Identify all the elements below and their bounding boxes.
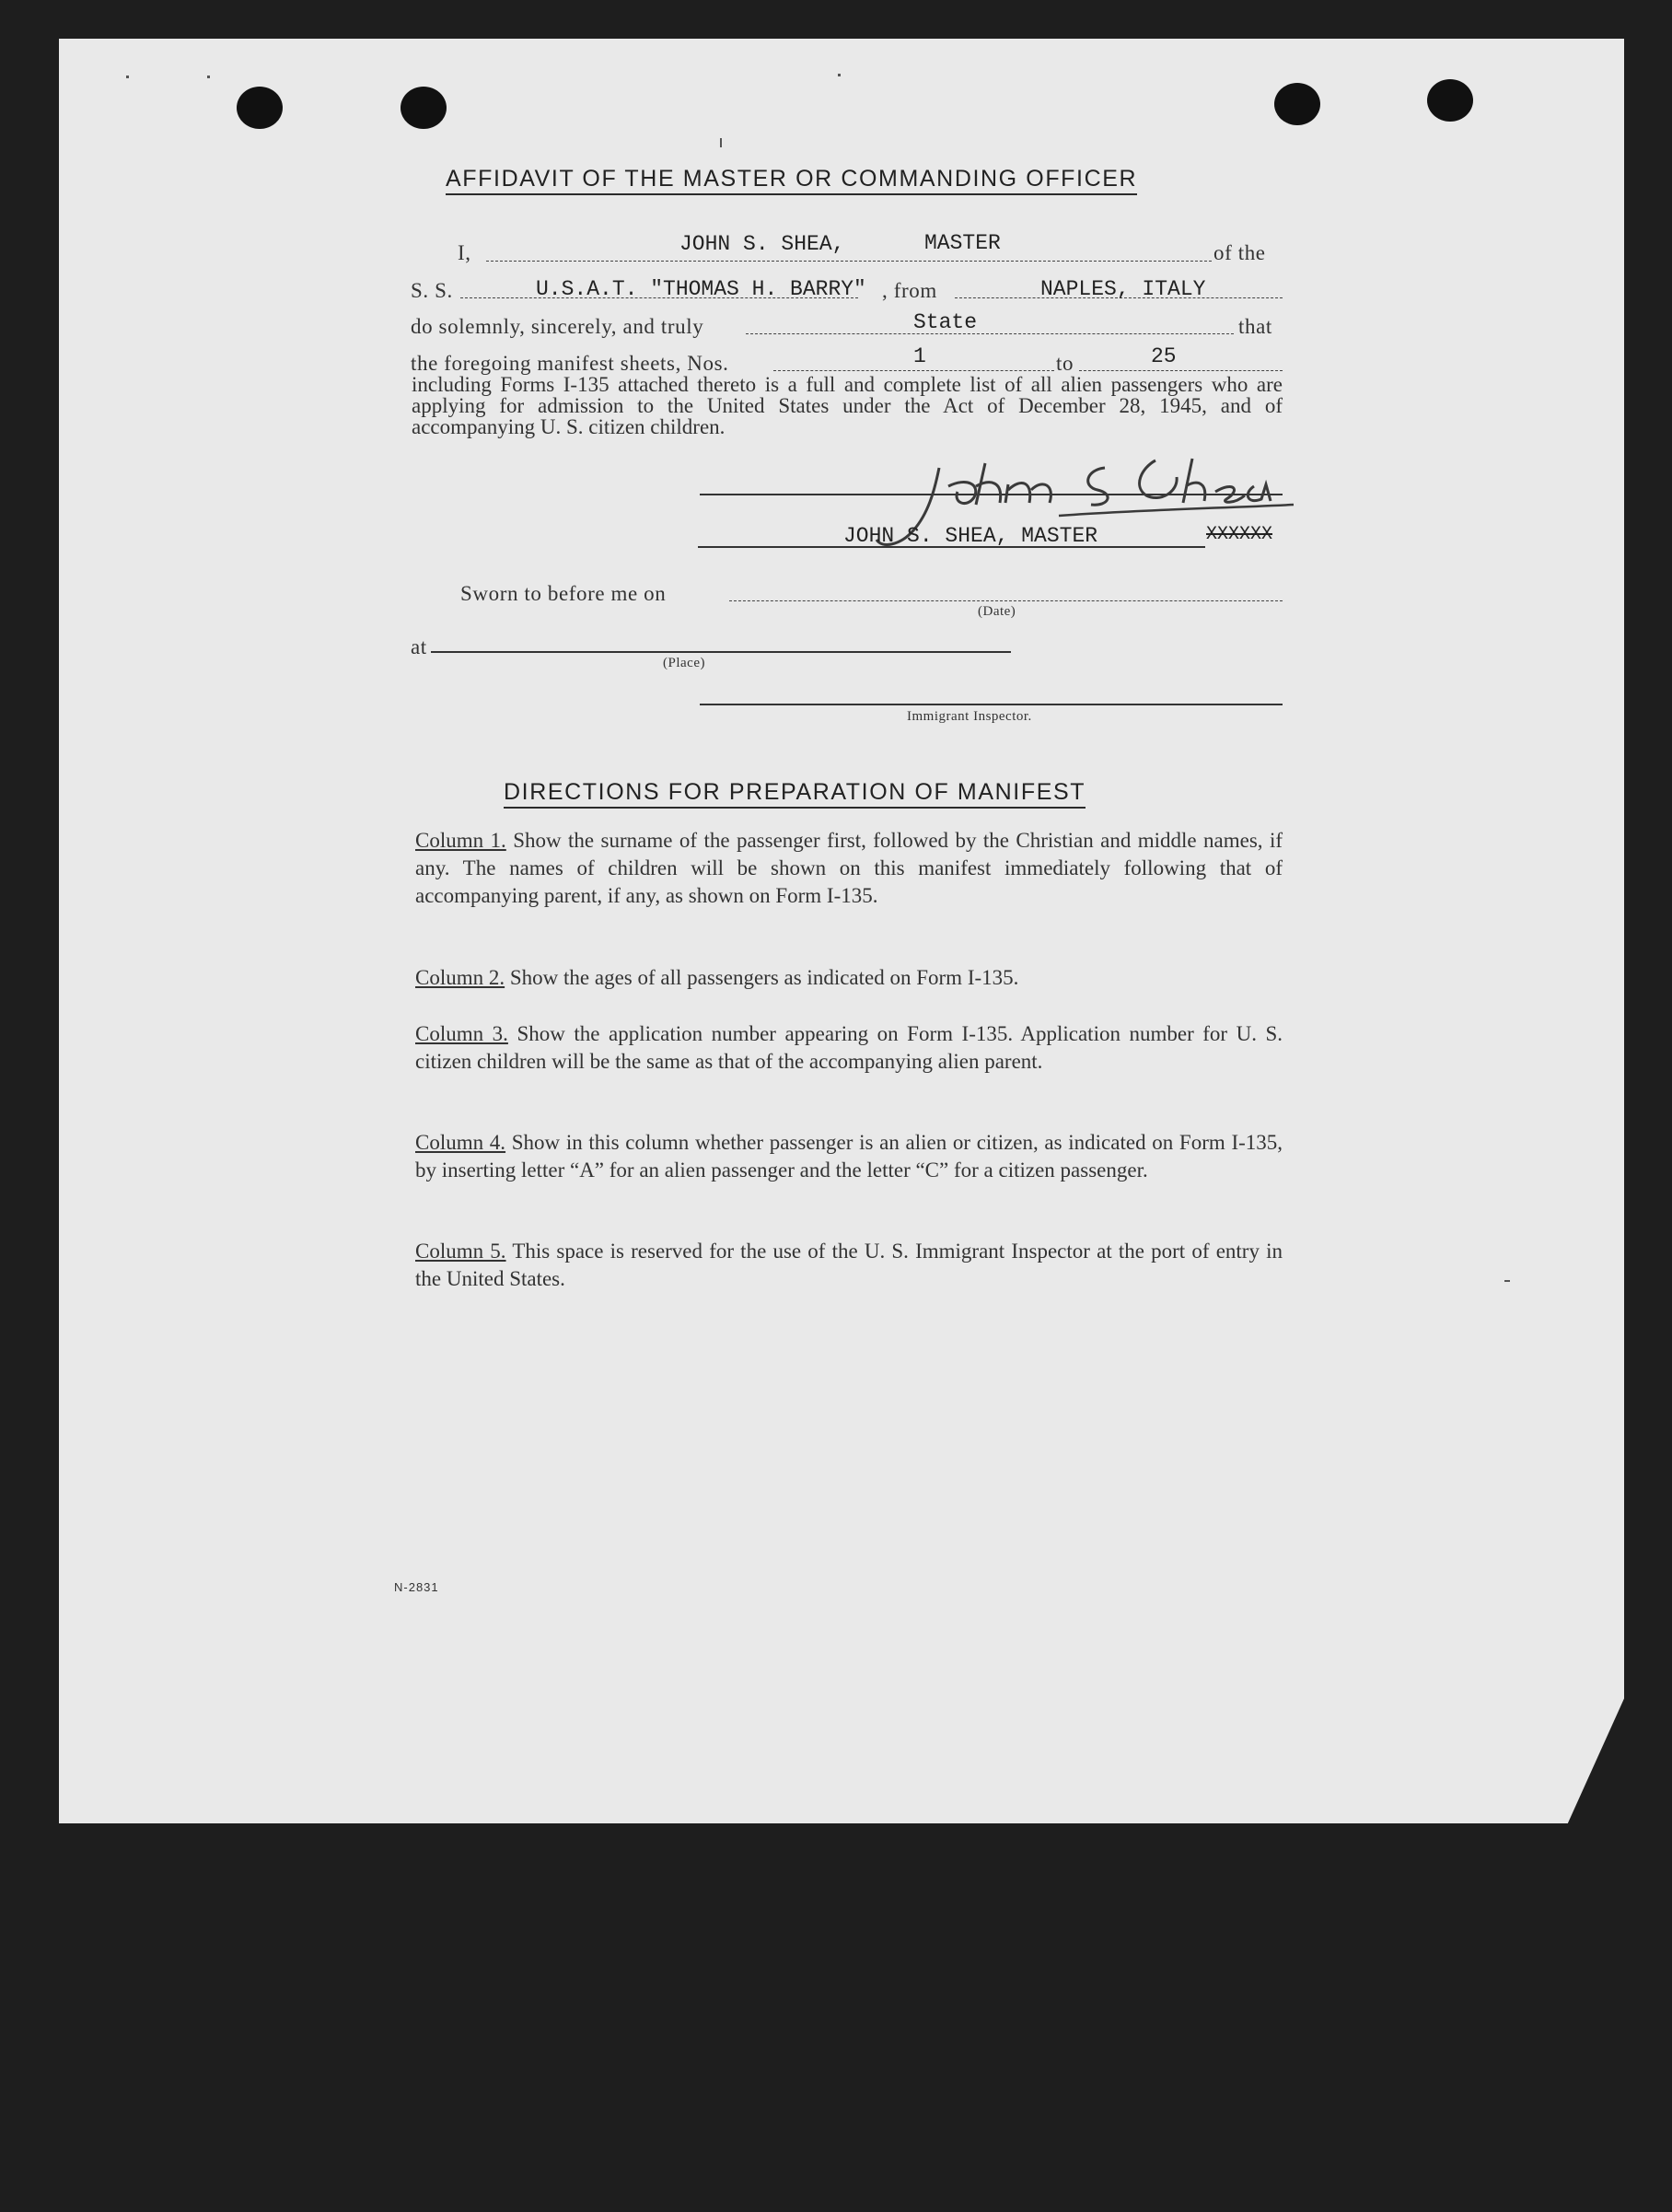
to-label: to [1056, 352, 1074, 375]
i-label: I, [458, 241, 471, 264]
nos-to-field: 25 [1151, 344, 1177, 368]
scan-speck [838, 74, 841, 76]
direction-column-4 [415, 1129, 1283, 1184]
place-caption: (Place) [663, 656, 705, 670]
direction-column-2 [415, 964, 1283, 992]
scan-speck [1504, 1280, 1510, 1282]
document-page [59, 39, 1624, 1823]
typed-signature: JOHN S. SHEA, MASTER [843, 524, 1098, 548]
inspector-caption: Immigrant Inspector. [907, 709, 1032, 724]
solemnly-label: do solemnly, sincerely, and truly [411, 315, 704, 338]
state-field: State [913, 310, 978, 334]
direction-column-1 [415, 827, 1283, 910]
scan-speck [207, 76, 210, 78]
state-line [746, 333, 1234, 334]
punch-hole [1427, 79, 1473, 122]
rank-field: MASTER [924, 231, 1001, 255]
vessel-field: U.S.A.T. "THOMAS H. BARRY" [536, 277, 866, 301]
at-label: at [411, 635, 427, 658]
column-1-label: Column 1. [415, 829, 506, 852]
affidavit-body: including Forms I-135 attached thereto is a full and complete list of all alien passengers who are applying for admission to the United States under the Act of December 28, 1945, and of accompanying U. S. citizen children. [412, 373, 1283, 438]
column-3-label: Column 3. [415, 1022, 508, 1045]
ss-label: S. S. [411, 279, 453, 302]
date-line [729, 600, 1283, 601]
directions-title: DIRECTIONS FOR PREPARATION OF MANIFEST [504, 779, 1086, 809]
handwritten-signature [829, 449, 1298, 574]
sworn-label: Sworn to before me on [460, 582, 667, 605]
punch-hole [1274, 83, 1320, 125]
column-4-label: Column 4. [415, 1131, 506, 1154]
column-5-text: This space is reserved for the use of the U. S. Immigrant Inspector at the port of entry in the United States. [415, 1240, 1283, 1290]
column-2-text: Show the ages of all passengers as indicated on Form I-135. [509, 966, 1019, 989]
column-1-text: Show the surname of the passenger first, followed by the Christian and middle names, if any. The names of children will be shown on this manifest immediately following that of accompanying parent, if any, as shown on Form I-135. [415, 829, 1283, 907]
form-number: N-2831 [394, 1580, 439, 1594]
column-2-label: Column 2. [415, 966, 505, 989]
scan-speck [126, 76, 129, 78]
direction-column-3 [415, 1020, 1283, 1076]
direction-column-5 [415, 1238, 1283, 1293]
that-label: that [1238, 315, 1272, 338]
column-3-text: Show the application number appearing on Form I-135. Application number for U. S. citizen children will be the same as that of the accompanying alien parent. [415, 1022, 1283, 1073]
punch-hole [237, 87, 283, 129]
nos-from-line [773, 370, 1054, 371]
inspector-line [700, 704, 1283, 705]
column-5-label: Column 5. [415, 1240, 506, 1263]
of-the-label: of the [1213, 241, 1266, 264]
affidavit-title: AFFIDAVIT OF THE MASTER OR COMMANDING OFFICER [446, 166, 1137, 195]
name-field: JOHN S. SHEA, [679, 232, 845, 256]
date-caption: (Date) [978, 604, 1016, 619]
sheets-label: the foregoing manifest sheets, Nos. [411, 352, 729, 375]
port-field: NAPLES, ITALY [1040, 277, 1206, 301]
punch-hole [401, 87, 447, 129]
name-line [486, 261, 1212, 262]
nos-from-field: 1 [913, 344, 926, 368]
nos-to-line [1079, 370, 1283, 371]
struck-title: XXXXXX [1206, 524, 1273, 545]
scan-speck [720, 138, 722, 147]
column-4-text: Show in this column whether passenger is an alien or citizen, as indicated on Form I-135, by inserting letter “A” for an alien passenger and the letter “C” for a citizen passenger. [415, 1131, 1283, 1182]
from-label: , from [882, 279, 937, 302]
place-line [431, 651, 1011, 653]
signature-hidden-text [0, 0, 1, 1]
